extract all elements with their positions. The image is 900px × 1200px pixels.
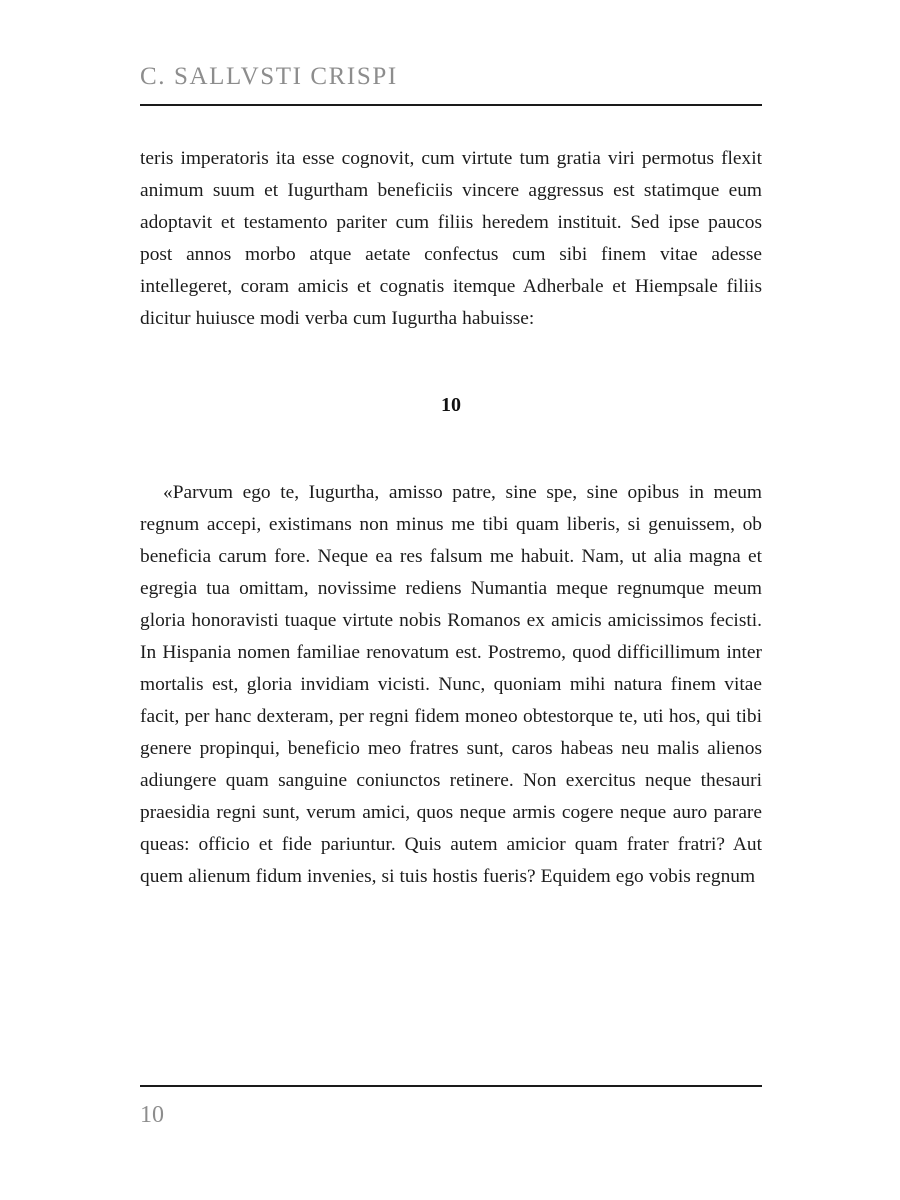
header-rule xyxy=(140,104,762,106)
section-number-heading: 10 xyxy=(441,394,461,416)
running-head xyxy=(140,62,762,92)
page-number: 10 xyxy=(140,1102,164,1128)
body-text-block xyxy=(140,143,762,893)
paragraph-continuation: teris imperatoris ita esse cognovit, cum virtute tum gratia viri permotus flexit animum suum et Iugurtham beneficiis vincere aggressus est statimque eum adoptavit et testamento pariter cum filiis heredem instituit. Sed ipse paucos post annos morbo atque aetate confectus cum sibi finem vitae adesse intellegeret, coram amicis et cognatis itemque Adherbale et Hiempsale filiis dicitur huiusce modi verba cum Iugurtha habuisse: xyxy=(140,148,762,329)
footer-rule xyxy=(140,1085,762,1087)
paragraph-speech: «Parvum ego te, Iugurtha, amisso patre, sine spe, sine opibus in meum regnum accepi, existimans non minus me tibi quam liberis, si genuissem, ob beneficia carum fore. Neque ea res falsum me habuit. Nam, ut alia magna et egregia tua omittam, novissime rediens Numantia meque regnumque meum gloria honoravisti tuaque virtute nobis Romanos ex amicis amicissimos fecisti. In Hispania nomen familiae renovatum est. Postremo, quod difficillimum inter mortalis est, gloria invidiam vicisti. Nunc, quoniam mihi natura finem vitae facit, per hanc dexteram, per regni fidem moneo obtestorque te, uti hos, qui tibi genere propinqui, beneficio meo fratres sunt, caros habeas neu malis alienos adiungere quam sanguine coniunctos retinere. Non exercitus neque thesauri praesidia regni sunt, verum amici, quos neque armis cogere neque auro parare queas: officio et fide pariuntur. Quis autem amicior quam frater fratri? Aut quem alienum fidum invenies, si tuis hostis fueris? Equidem ego vobis regnum xyxy=(140,482,762,887)
running-head-title: C. SALLVSTI CRISPI xyxy=(140,63,398,90)
